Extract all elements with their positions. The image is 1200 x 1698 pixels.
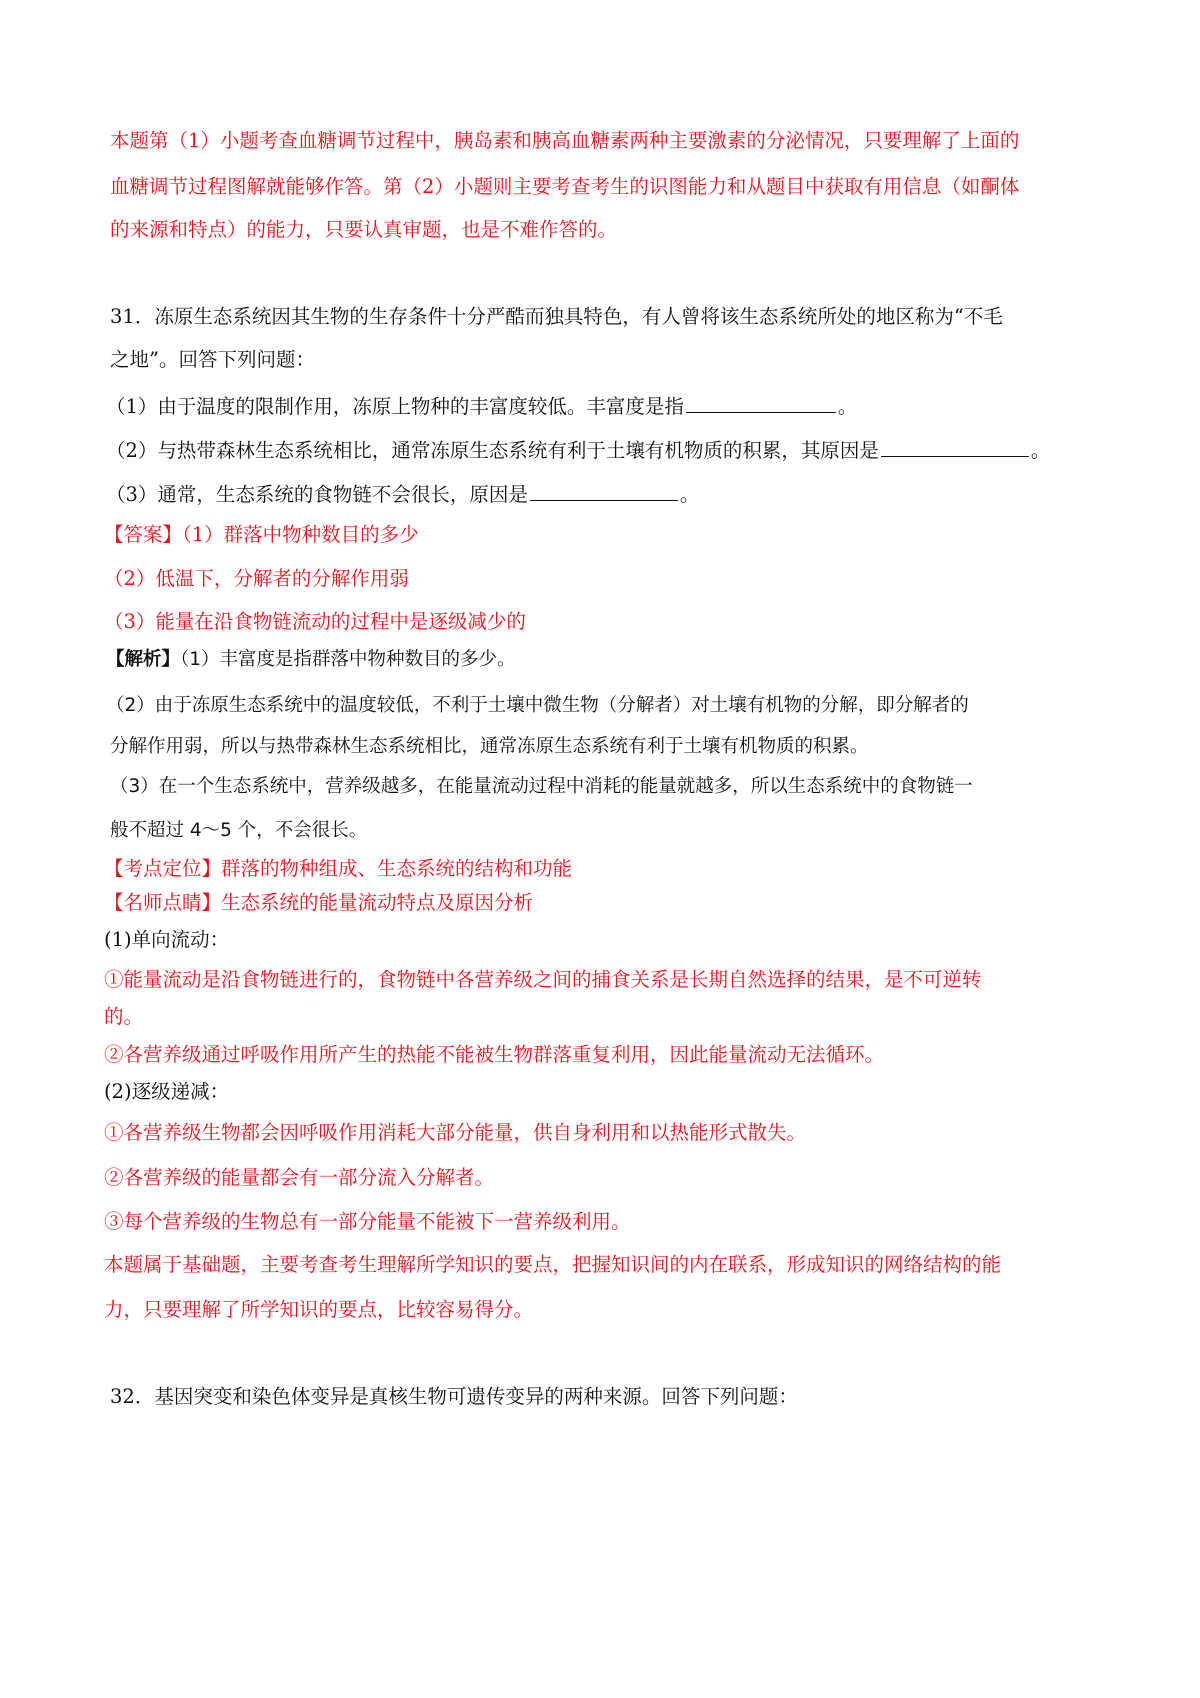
answer-blank-3 [530, 482, 678, 501]
q32-stem: 32．基因突变和染色体变异是真核生物可遗传变异的两种来源。回答下列问题： [110, 1385, 798, 1408]
answer-blank-2 [881, 438, 1029, 457]
q31-sub2-text: （2）与热带森林生态系统相比，通常冻原生态系统有利于土壤有机物质的积累，其原因是 [106, 439, 879, 462]
answer-2: （2）低温下，分解者的分解作用弱 [104, 567, 409, 590]
point1-b: ②各营养级通过呼吸作用所产生的热能不能被生物群落重复利用，因此能量流动无法循环。 [104, 1043, 885, 1066]
q31-sub3-text: （3）通常，生态系统的食物链不会很长，原因是 [106, 483, 528, 506]
analysis-2a: （2）由于冻原生态系统中的温度较低，不利于土壤中微生物（分解者）对土壤有机物的分解，即分解者的 [106, 695, 969, 716]
analysis-1: （1）丰富度是指群落中物种数目的多少。 [180, 649, 516, 670]
q31-sub1-text: （1）由于温度的限制作用，冻原上物种的丰富度较低。丰富度是指 [106, 395, 684, 418]
answer-tag: 【答案】 [104, 523, 183, 546]
point2-title: (2)逐级递减： [104, 1080, 230, 1103]
analysis-2b: 分解作用弱，所以与热带森林生态系统相比，通常冻原生态系统有利于土壤有机物质的积累。 [110, 736, 869, 757]
analysis-line-1 [106, 651, 516, 670]
q31-sub-question-3 [106, 482, 699, 505]
point2-b: ②各营养级的能量都会有一部分流入分解者。 [104, 1166, 495, 1189]
point1-title: (1)单向流动： [104, 928, 230, 951]
q31-sub3-end: 。 [679, 483, 700, 506]
q31-stem-line-1: 31．冻原生态系统因其生物的生存条件十分严酷而独具特色，有人曾将该生态系统所处的地区称为“不毛 [110, 305, 1003, 328]
point1-a-line-2: 的。 [104, 1005, 144, 1028]
answer-blank-1 [686, 394, 836, 413]
intro-line-2: 血糖调节过程图解就能够作答。第（2）小题则主要考查考生的识图能力和从题目中获取有用信息（如酮体 [110, 175, 1020, 198]
q31-sub1-end: 。 [837, 395, 858, 418]
summary-line-2: 力，只要理解了所学知识的要点，比较容易得分。 [104, 1298, 534, 1321]
q31-sub2-end: 。 [1030, 439, 1051, 462]
analysis-tag: 【解析】 [106, 649, 181, 670]
mingshi-tag: 【名师点睛】 [104, 891, 222, 914]
kaodian-tag: 【考点定位】 [104, 857, 222, 880]
answer-3: （3）能量在沿食物链流动的过程中是逐级减少的 [104, 610, 526, 633]
q31-sub-question-1 [106, 394, 857, 417]
q31-sub-question-2 [106, 438, 1050, 461]
kaodian-text: 群落的物种组成、生态系统的结构和功能 [221, 857, 573, 880]
intro-line-3: 的来源和特点）的能力，只要认真审题，也是不难作答的。 [110, 218, 618, 241]
analysis-3b: 般不超过 4～5 个，不会很长。 [110, 820, 368, 841]
mingshi-text: 生态系统的能量流动特点及原因分析 [221, 891, 534, 914]
kaodian-line [104, 859, 572, 879]
intro-line-1: 本题第（1）小题考查血糖调节过程中，胰岛素和胰高血糖素两种主要激素的分泌情况，只要理解了上面的 [110, 129, 1020, 152]
point2-c: ③每个营养级的生物总有一部分能量不能被下一营养级利用。 [104, 1210, 631, 1233]
analysis-3a: （3）在一个生态系统中，营养级越多，在能量流动过程中消耗的能量就越多，所以生态系统中的食物链一 [110, 776, 973, 797]
answer-1: （1）群落中物种数目的多少 [182, 523, 419, 546]
q31-stem-line-2: 之地”。回答下列问题： [110, 348, 315, 371]
point2-a: ①各营养级生物都会因呼吸作用消耗大部分能量，供自身利用和以热能形式散失。 [104, 1121, 807, 1144]
answer-line-1 [104, 525, 419, 545]
mingshi-line [104, 893, 533, 913]
summary-line-1: 本题属于基础题，主要考查考生理解所学知识的要点，把握知识间的内在联系，形成知识的网络结构的能 [104, 1253, 1002, 1276]
point1-a-line-1: ①能量流动是沿食物链进行的，食物链中各营养级之间的捕食关系是长期自然选择的结果，是不可逆转 [104, 968, 982, 991]
